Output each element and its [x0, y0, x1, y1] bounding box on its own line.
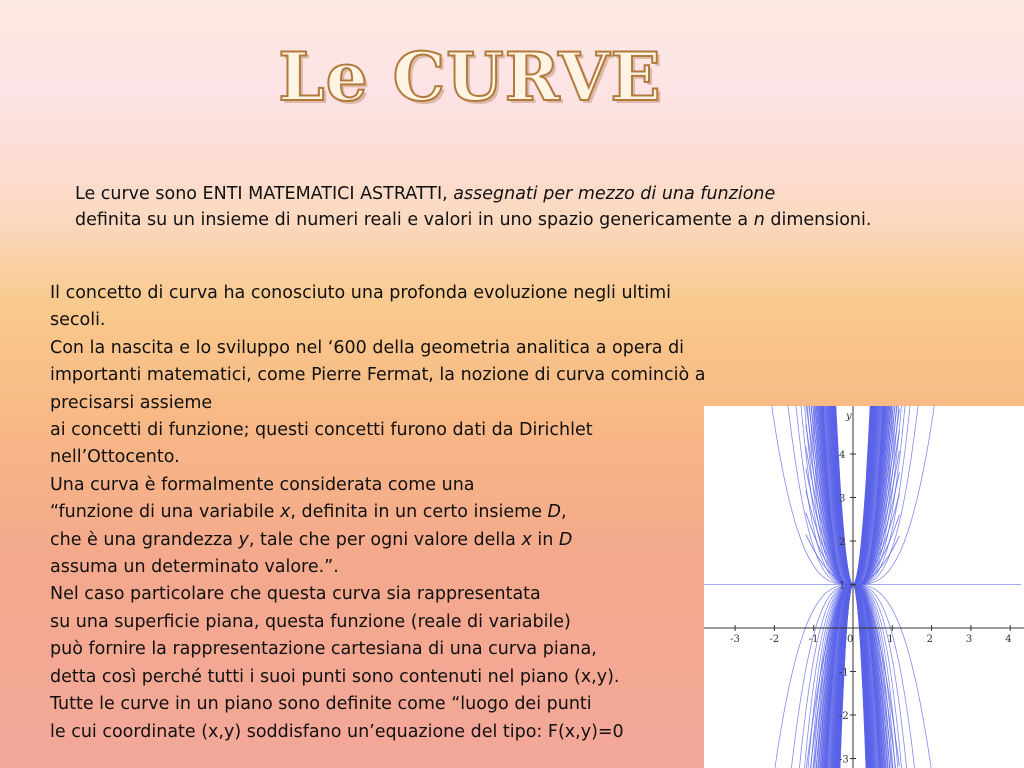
- body-italic: D: [558, 529, 573, 550]
- body-italic: x: [521, 529, 532, 550]
- intro-line-2-suffix: dimensioni.: [764, 210, 872, 230]
- x-tick-label: 4: [1005, 634, 1012, 645]
- body-line: Tutte le curve in un piano sono definite come “luogo dei punti: [50, 694, 592, 715]
- body-line: precisarsi assieme: [50, 392, 213, 413]
- x-tick-label: -2: [769, 634, 780, 645]
- y-tick-label: 4: [839, 450, 846, 461]
- body-line: secoli.: [50, 310, 106, 331]
- body-line: può fornire la rappresentazione cartesiana di una curva piana,: [50, 639, 597, 660]
- body-fragment: in: [531, 529, 559, 550]
- intro-line-2-text: definita su un insieme di numeri reali e valori in uno spazio genericamente a: [75, 210, 754, 230]
- slide-title: Le CURVE: [278, 38, 662, 116]
- intro-n-italic: n: [753, 210, 765, 230]
- y-tick-label: 3: [839, 493, 846, 505]
- body-fragment: , definita in un certo insieme: [290, 502, 548, 523]
- y-tick-label: -1: [839, 667, 849, 679]
- intro-line-2: [75, 207, 1015, 233]
- body-line: Una curva è formalmente considerata come una: [50, 474, 475, 495]
- body-fragment: che è una grandezza: [50, 529, 239, 550]
- body-line: ai concetti di funzione; questi concetti furono dati da Dirichlet: [50, 420, 593, 441]
- body-line: assuma un determinato valore.”.: [50, 557, 339, 578]
- y-tick-label: 1: [839, 580, 846, 592]
- curve-family-plot: [704, 406, 1024, 768]
- curve-family: [704, 406, 1021, 768]
- x-tick-label: -3: [730, 634, 740, 645]
- body-italic: D: [547, 502, 562, 523]
- body-line: le cui coordinate (x,y) soddisfano un’equazione del tipo: F(x,y)=0: [50, 721, 624, 742]
- body-line: Il concetto di curva ha conosciuto una profonda evoluzione negli ultimi: [50, 283, 672, 303]
- intro-paragraph: [75, 181, 1015, 233]
- body-line: detta così perché tutti i suoi punti sono contenuti nel piano (x,y).: [50, 666, 620, 687]
- body-fragment: ,: [561, 502, 567, 523]
- body-line: Con la nascita e lo sviluppo nel ‘600 della geometria analitica a opera di: [50, 337, 685, 358]
- body-line: importanti matematici, come Pierre Fermat, la nozione di curva cominciò a: [50, 365, 706, 386]
- body-italic: x: [280, 502, 291, 523]
- x-tick-label: -1: [808, 634, 819, 645]
- plot-canvas: [704, 406, 1024, 768]
- curve: [704, 406, 1021, 768]
- y-tick-label: -3: [839, 754, 849, 766]
- x-tick-label: 0: [847, 634, 854, 645]
- y-axis-label: y: [846, 411, 852, 422]
- x-tick-label: 2: [926, 634, 933, 645]
- body-fragment: “funzione di una variabile: [50, 502, 280, 523]
- body-fragment: , tale che per ogni valore della: [248, 529, 522, 550]
- y-tick-label: -2: [839, 711, 849, 722]
- body-italic: y: [238, 529, 249, 550]
- intro-line-1-text: Le curve sono ENTI MATEMATICI ASTRATTI,: [75, 184, 454, 204]
- x-tick-label: 3: [965, 634, 973, 645]
- y-tick-label: 2: [839, 537, 846, 548]
- body-line: nell’Ottocento.: [50, 447, 180, 468]
- body-line: Nel caso particolare che questa curva sia rappresentata: [50, 584, 541, 605]
- intro-line-1-italic: assegnati per mezzo di una funzione: [453, 184, 776, 204]
- body-line: su una superficie piana, questa funzione (reale di variabile): [50, 611, 571, 632]
- intro-line-1: [75, 181, 1015, 207]
- x-tick-label: 1: [887, 634, 894, 645]
